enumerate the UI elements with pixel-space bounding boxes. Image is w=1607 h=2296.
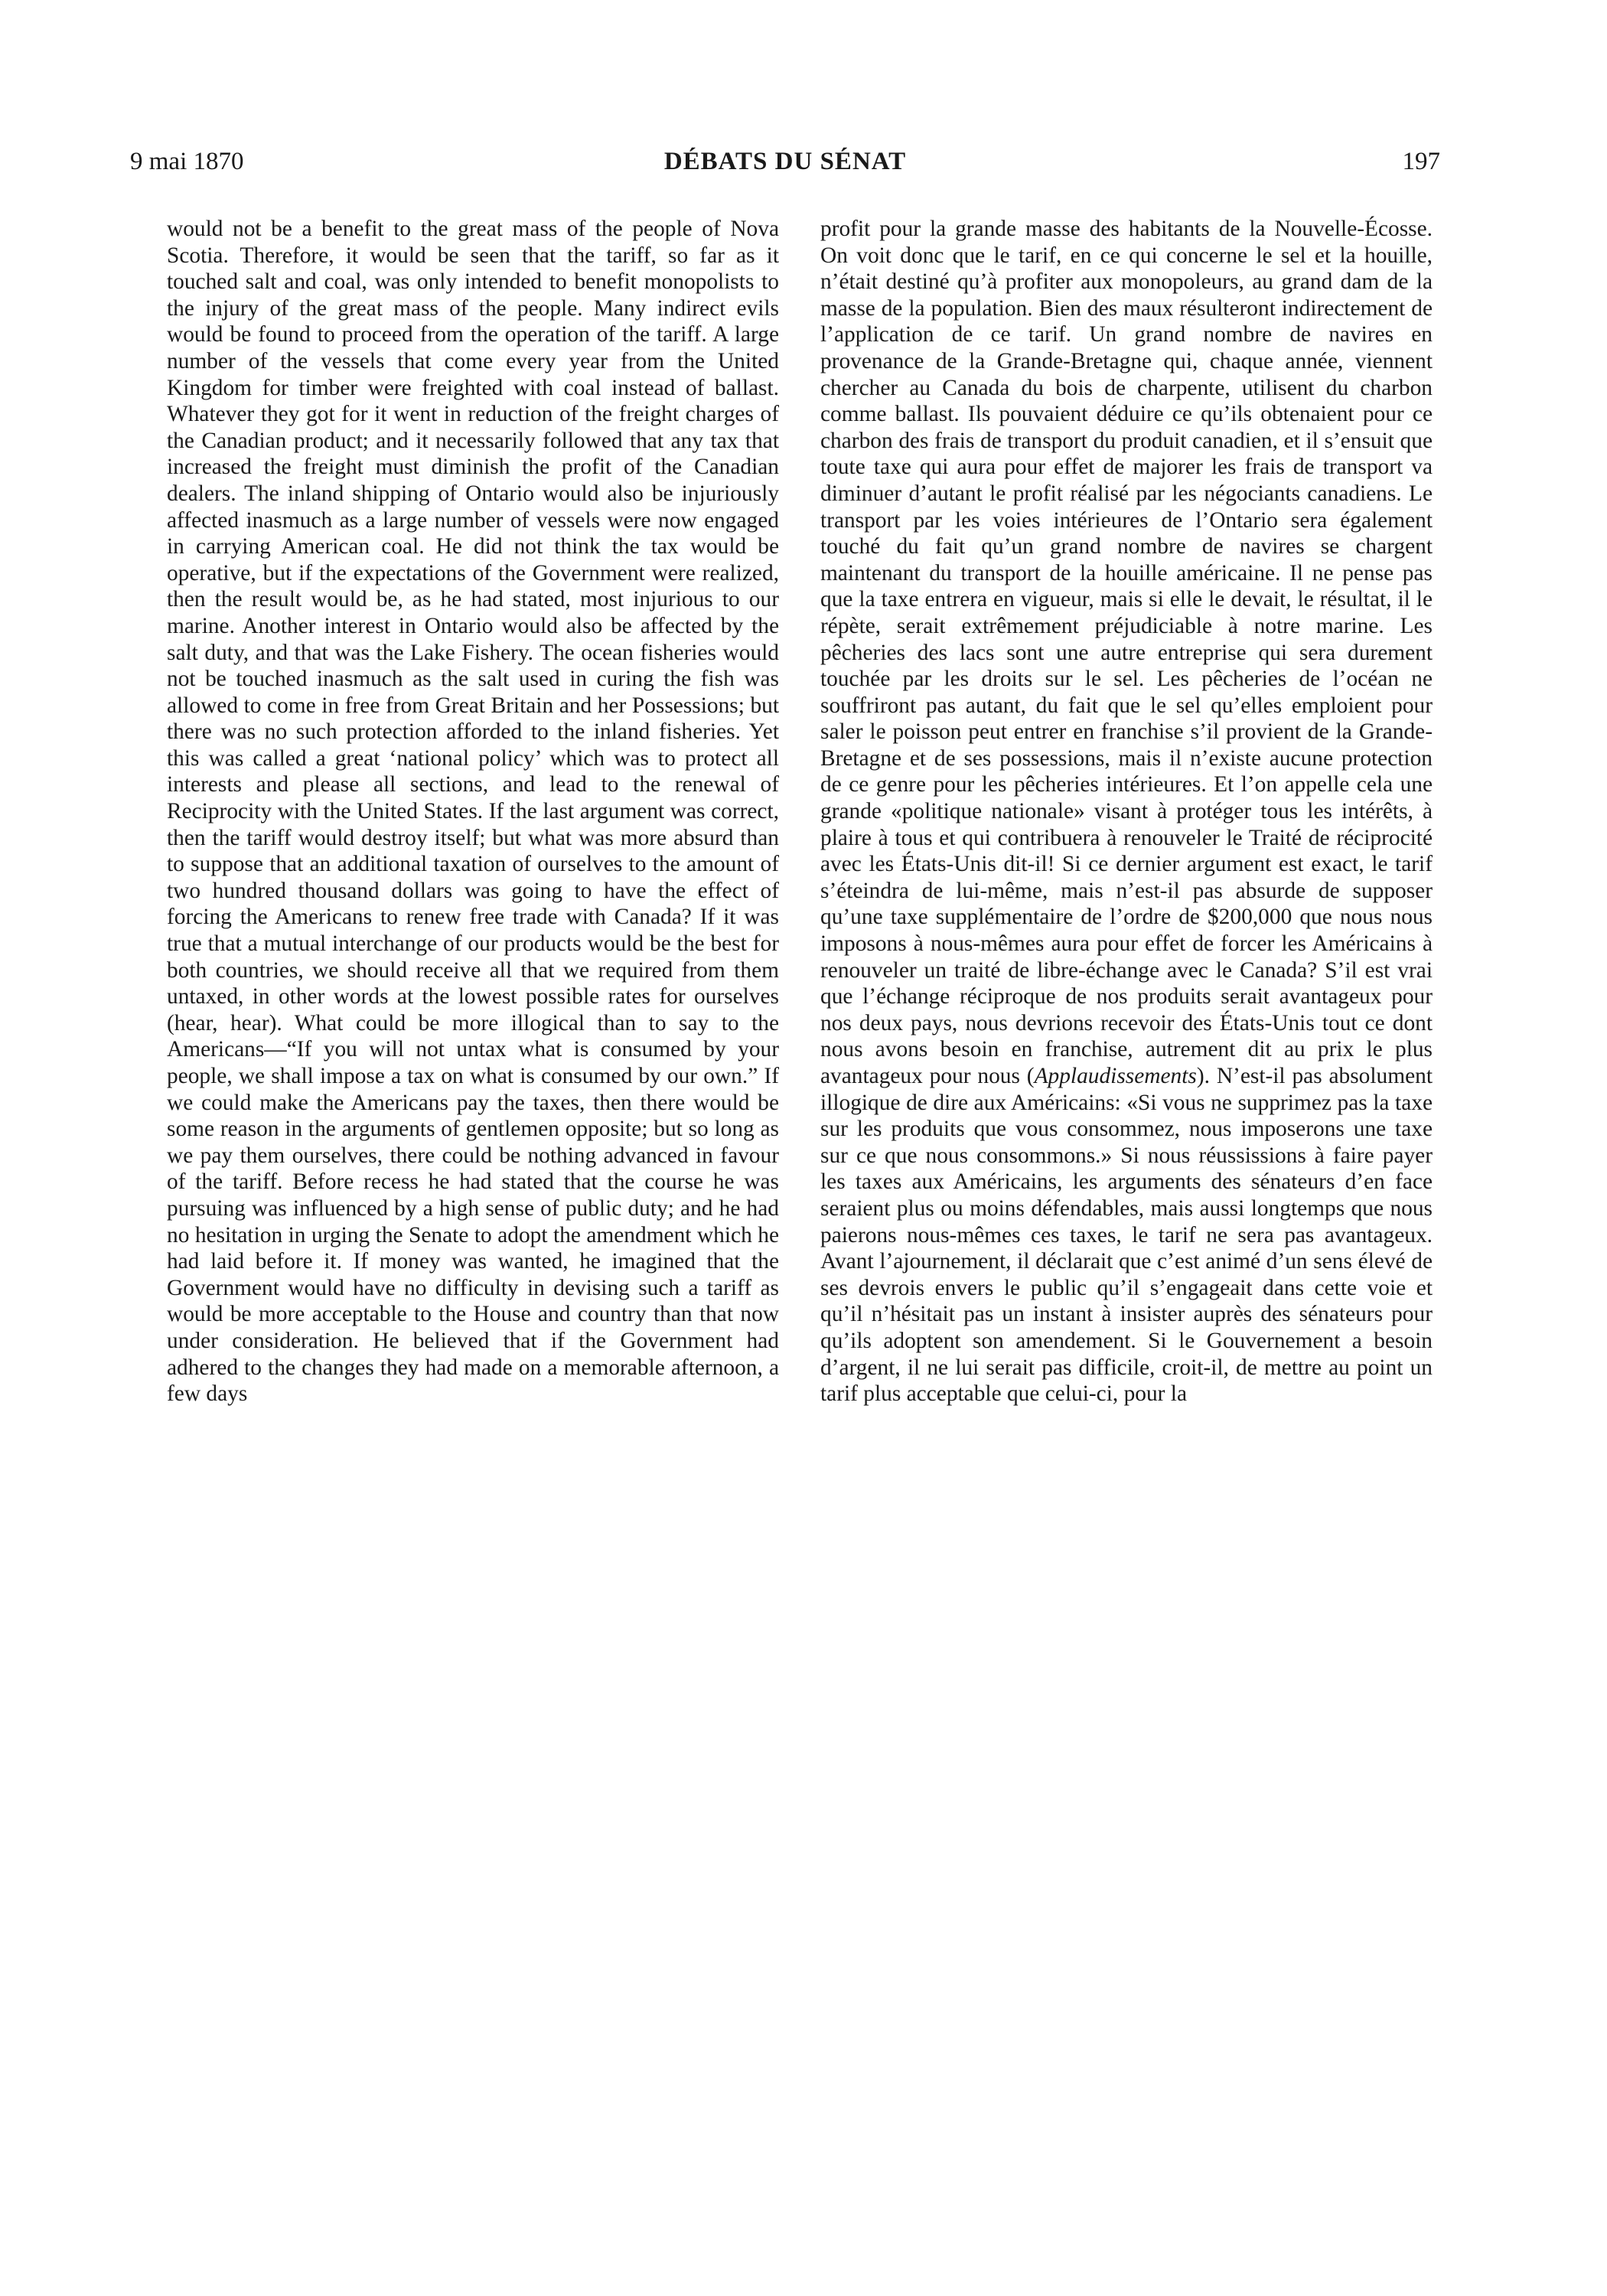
english-column — [167, 216, 779, 1407]
french-column — [820, 216, 1433, 1407]
page-date: 9 mai 1870 — [130, 148, 244, 175]
page-header — [130, 142, 1440, 181]
page-number: 197 — [1402, 148, 1440, 175]
english-paragraph: would not be a benefit to the great mass of the people of Nova Scotia. Therefore, it would be seen that the tariff, so far as it touched salt and coal, was only intended to benefit monopolists to the injury of the great mass of the people. Many indirect evils would be found to proceed from the operation of the tariff. A large number of the vessels that come every year from the United Kingdom for timber were freighted with coal instead of ballast. Whatever they got for it went in reduction of the freight charges of the Canadian product; and it necessarily followed that any tax that increased the freight must diminish the profit of the Canadian dealers. The inland shipping of Ontario would also be injuriously affected inasmuch as a large number of vessels were now engaged in carrying American coal. He did not think the tax would be operative, but if the expectations of the Government were realized, then the result would be, as he had stated, most injurious to our marine. Another interest in Ontario would also be affected by the salt duty, and that was the Lake Fishery. The ocean fisheries would not be touched inasmuch as the salt used in curing the fish was allowed to come in free from Great Britain and her Possessions; but there was no such protection afforded to the inland fisheries. Yet this was called a great ‘national policy’ which was to protect all interests and please all sections, and lead to the renewal of Reciprocity with the United States. If the last argument was correct, then the tariff would destroy itself; but what was more absurd than to suppose that an additional taxation of ourselves to the amount of two hundred thousand dollars was going to have the effect of forcing the Americans to renew free trade with Canada? If it was true that a mutual interchange of our products would be the best for both countries, we should receive all that we required from them untaxed, in other words at the lowest possible rates for ourselves (hear, hear). What could be more illogical than to say to the Americans—“If you will not untax what is consumed by your people, we shall impose a tax on what is consumed by our own.” If we could make the Americans pay the taxes, then there would be some reason in the arguments of gentlemen opposite; but so long as we pay them ourselves, there could be nothing advanced in favour of the tariff. Before recess he had stated that the course he was pursuing was influenced by a high sense of public duty; and he had no hesitation in urging the Senate to adopt the amendment which he had laid before it. If money was wanted, he imagined that the Government would have no difficulty in devising such a tariff as would be more acceptable to the House and country than that now under consideration. He believed that if the Government had adhered to the changes they had made on a memorable afternoon, a few days — [167, 217, 779, 1407]
french-emphasis: Applaudissements — [1034, 1064, 1197, 1088]
french-text-before: profit pour la grande masse des habitants de la Nouvelle-Écosse. On voit donc que le tarif, en ce qui concerne le sel et la houille, n’était destiné qu’à profiter aux monopoleurs, au grand dam de la masse de la population. Bien des maux résulteront indirectement de l’application de ce tarif. Un grand nombre de navires en provenance de la Grande-Bretagne qui, chaque année, viennent chercher au Canada du bois de charpente, utilisent du charbon comme ballast. Ils pouvaient déduire ce qu’ils obtenaient pour ce charbon des frais de transport du produit canadien, et il s’ensuit que toute taxe qui aura pour effet de majorer les frais de transport va diminuer d’autant le profit réalisé par les négociants canadiens. Le transport par les voies intérieures de l’Ontario sera également touché du fait qu’un grand nombre de navires se chargent maintenant du transport de la houille américaine. Il ne pense pas que la taxe entrera en vigueur, mais si elle le devait, le résultat, il le répète, serait extrêmement préjudiciable à notre marine. Les pêcheries des lacs sont une autre entreprise qui sera durement touchée par les droits sur le sel. Les pêcheries de l’océan ne souffriront pas autant, du fait que le sel qu’elles emploient pour saler le poisson peut entrer en franchise s’il provient de la Grande-Bretagne et de ses possessions, mais il n’existe aucune protection de ce genre pour les pêcheries intérieures. Et l’on appelle cela une grande «politique nationale» visant à protéger tous les intérêts, à plaire à tous et qui contribuera à renouveler le Traité de réciprocité avec les États-Unis dit-il! Si ce dernier argument est exact, le tarif s’éteindra de lui-même, mais n’est-il pas absurde de supposer qu’une taxe supplémentaire de l’ordre de $200,000 que nous nous imposons à nous-mêmes aura pour effet de forcer les Américains à renouveler un traité de libre-échange avec le Canada? S’il est vrai que l’échange réciproque de nos produits serait avantageux pour nos deux pays, nous devrions recevoir des États-Unis tout ce dont nous avons besoin en franchise, autrement dit au prix le plus avantageux pour nous ( — [820, 217, 1433, 1088]
french-text-after: ). N’est-il pas absolument illogique de dire aux Américains: «Si vous ne supprimez pas la taxe sur les produits que vous consommez, nous imposerons une taxe sur ce que nous consommons.» Si nous réussissions à faire payer les taxes aux Américains, les arguments des sénateurs d’en face seraient plus ou moins défendables, mais aussi longtemps que nous paierons nous-mêmes ces taxes, le tarif ne sera pas avantageux. Avant l’ajournement, il déclarait que c’est animé d’un sens élevé de ses devrois envers le public qu’il s’engageait dans cette voie et qu’il n’hésitait pas un instant à insister auprès des sénateurs pour qu’ils adoptent son amendement. Si le Gouvernement a besoin d’argent, il ne lui serait pas difficile, croit-il, de mettre au point un tarif plus acceptable que celui-ci, pour la — [820, 1064, 1433, 1407]
page-title: DÉBATS DU SÉNAT — [663, 148, 907, 175]
french-paragraph — [820, 216, 1433, 1407]
